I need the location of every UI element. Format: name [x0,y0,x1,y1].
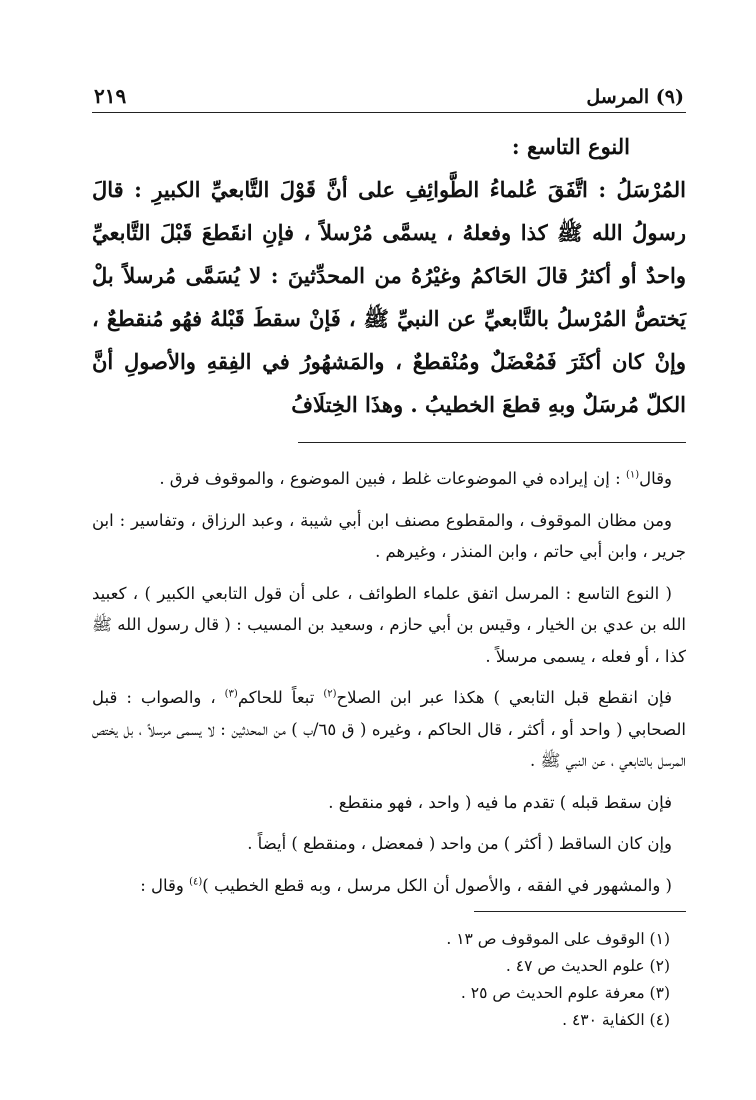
section-heading: النوع التاسع : [511,134,630,159]
footnote-ref: (٤) [189,876,203,887]
commentary-paragraph: ومن مظان الموقوف ، والمقطوع مصنف ابن أبي شيبة ، وعبد الرزاق ، وتفاسير : ابن جرير ، وابن أبي حاتم ، وابن المنذر ، وغيرهم . [92,510,686,561]
commentary-paragraph [92,463,686,495]
running-header [92,84,686,113]
commentary-text: وقال [639,469,672,488]
footnotes [92,926,686,1034]
commentary-text: وقال : [140,875,190,895]
commentary-text: ( والمشهور في الفقه ، والأصول أن الكل مرسل ، وبه قطع الخطيب ) [202,875,672,895]
commentary-paragraph: فإن سقط قبله ) تقدم ما فيه ( واحد ، فهو منقطع . [328,792,672,812]
footnote-item: (١) الوقوف على الموقوف ص ١٣ . [446,930,670,948]
commentary [92,463,686,901]
main-text-divider [298,442,686,443]
book-page [92,84,686,1034]
chapter-title: (٩) المرسل [586,86,684,108]
page-number: ٢١٩ [94,84,127,108]
footnote-item: (٣) معرفة علوم الحديث ص ٢٥ . [460,984,670,1002]
commentary-paragraph [92,682,686,777]
footnote-ref: (٣) [224,688,238,700]
main-paragraph: المُرْسَلُ : اتَّفَقَ عُلماءُ الطَّوائِفِ على أنَّ قَوْلَ التَّابعيِّ الكبيرِ : قالَ رسولُ الله ﷺ كذا وفعلهُ ، يسمَّى مُرْسلاً ، فإنِ انقَطعَ قَبْلَ التَّابعيِّ واحدٌ أو أكثرُ قالَ الحَاكمُ وغيْرُهُ من المحدِّثينَ : لا يُسَمَّى مُرسلاً بلْ يَختصُّ المُرْسلُ بالتَّابعيِّ عن النبيِّ ﷺ ، فَإنْ سقطَ قَبْلهُ فهُو مُنقطعٌ ، وإنْ كان أكثَرَ فَمُعْضَلٌ ومُنْقطعٌ ، والمَشهُورُ في الفِقهِ والأصولِ أنَّ الكلّ مُرسَلٌ وبهِ قطعَ الخطيبُ . وهذَا الخِتلَافُ [92,177,686,417]
footnote-item: (٢) علوم الحديث ص ٤٧ . [505,957,670,975]
main-text [92,125,686,426]
commentary-text: فإن انقطع قبل التابعي ) هكذا عبر ابن الصلاح [336,688,672,707]
footnote-item: (٤) الكفاية ٤٣٠ . [562,1011,670,1029]
commentary-text: تبعاً للحاكم [237,688,324,707]
footnote-ref: (٢) [323,688,337,700]
commentary-text: : إن إيراده في الموضوعات غلط ، فبين الموضوع ، والموقوف فرق . [159,469,626,488]
commentary-paragraph: ( النوع التاسع : المرسل اتفق علماء الطوائف ، على أن قول التابعي الكبير ) ، كعبيد الله بن عدي بن الخيار ، وقيس بن أبي حازم ، وسعيد بن المسيب : ( قال رسول الله ﷺ كذا ، أو فعله ، يسمى مرسلاً . [92,583,686,666]
commentary-text: ، والصواب : قبل الصحابي ( واحد أو ، أكثر ، قال الحاكم ، وغيره ( ق ٦٥/ب ) من المحدثين : لا يسمى مرسلاً ، بل يختص المرسل بالتابعي ، عن النبي ﷺ . [92,688,686,770]
commentary-paragraph: وإن كان الساقط ( أكثر ) من واحد ( فمعضل ، ومنقطع ) أيضاً . [247,834,672,853]
commentary-paragraph [92,870,686,902]
footnote-ref: (١) [625,469,640,481]
footnote-divider [474,911,686,912]
